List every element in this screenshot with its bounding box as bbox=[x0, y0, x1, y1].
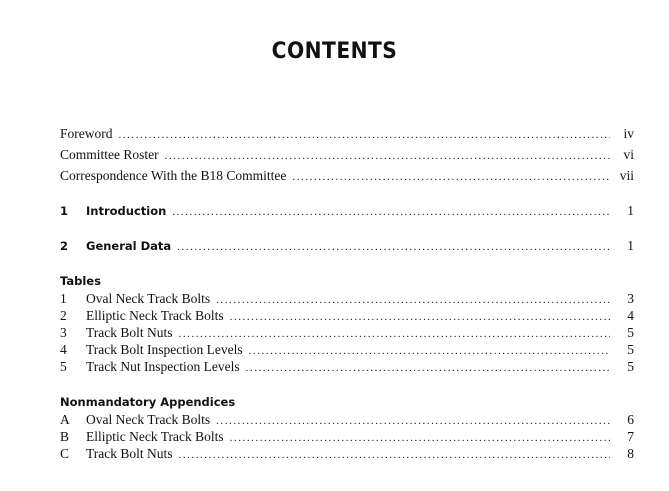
page-title: CONTENTS bbox=[271, 39, 398, 64]
toc-entry-committee-roster[interactable] bbox=[60, 146, 634, 164]
toc-table-3[interactable] bbox=[60, 324, 634, 342]
toc-entry-page: 5 bbox=[627, 359, 634, 374]
toc-entry-page: 4 bbox=[627, 308, 634, 323]
toc-entry-title: Elliptic Neck Track Bolts bbox=[86, 308, 224, 323]
tables-heading: Tables bbox=[60, 274, 101, 288]
leader-dots bbox=[177, 238, 610, 256]
toc-entry-number: C bbox=[60, 446, 70, 461]
toc-entry-number: 4 bbox=[60, 342, 67, 357]
toc-entry-page: iv bbox=[623, 126, 634, 141]
toc-section-introduction[interactable] bbox=[60, 202, 634, 220]
toc-entry-number: 3 bbox=[60, 325, 67, 340]
toc-entry-title: Track Nut Inspection Levels bbox=[86, 359, 240, 374]
toc-entry-title: Oval Neck Track Bolts bbox=[86, 412, 211, 427]
appendices-heading: Nonmandatory Appendices bbox=[60, 395, 236, 409]
toc-entry-foreword[interactable] bbox=[60, 125, 634, 143]
toc-entry-number: 5 bbox=[60, 359, 67, 374]
toc-entry-label bbox=[60, 428, 224, 446]
toc-entry-page: 7 bbox=[627, 429, 634, 444]
toc-entry-label: Correspondence With the B18 Committee bbox=[60, 168, 287, 183]
toc-entry-title: Elliptic Neck Track Bolts bbox=[86, 429, 224, 444]
toc-entry-page: 8 bbox=[627, 446, 634, 461]
toc-entry-title: Track Bolt Nuts bbox=[86, 325, 173, 340]
toc-entry-label bbox=[60, 202, 166, 220]
toc-appendix-c[interactable] bbox=[60, 445, 634, 463]
toc-entry-page: 3 bbox=[627, 291, 634, 306]
toc-entry-label bbox=[60, 358, 240, 376]
toc-entry-correspondence[interactable] bbox=[60, 167, 634, 185]
toc-entry-number: 2 bbox=[60, 308, 67, 323]
toc-entry-label bbox=[60, 237, 171, 255]
toc-entry-label: Foreword bbox=[60, 126, 113, 141]
toc-table-5[interactable] bbox=[60, 358, 634, 376]
leader-dots bbox=[119, 126, 611, 144]
toc-appendix-b[interactable] bbox=[60, 428, 634, 446]
leader-dots bbox=[292, 168, 610, 186]
toc-entry-label: Committee Roster bbox=[60, 147, 159, 162]
toc-entry-number: 2 bbox=[60, 239, 69, 253]
toc-entry-page: vi bbox=[623, 147, 634, 162]
toc-entry-number: 1 bbox=[60, 204, 69, 218]
toc-entry-title: Track Bolt Inspection Levels bbox=[86, 342, 243, 357]
toc-entry-label bbox=[60, 341, 243, 359]
leader-dots bbox=[246, 359, 610, 377]
leader-dots bbox=[179, 446, 610, 464]
toc-entry-page: vii bbox=[619, 168, 634, 183]
toc-entry-page: 1 bbox=[627, 238, 634, 253]
toc-table-2[interactable] bbox=[60, 307, 634, 325]
toc-entry-label bbox=[60, 307, 224, 325]
toc-table-1[interactable] bbox=[60, 290, 634, 308]
toc-entry-number: B bbox=[60, 429, 70, 444]
leader-dots bbox=[165, 147, 610, 165]
toc-entry-number: 1 bbox=[60, 291, 67, 306]
toc-entry-label bbox=[60, 324, 173, 342]
toc-entry-title: Oval Neck Track Bolts bbox=[86, 291, 211, 306]
toc-table-4[interactable] bbox=[60, 341, 634, 359]
leader-dots bbox=[172, 203, 610, 221]
toc-section-general-data[interactable] bbox=[60, 237, 634, 255]
toc-entry-page: 5 bbox=[627, 325, 634, 340]
toc-entry-label bbox=[60, 445, 173, 463]
toc-entry-page: 1 bbox=[627, 203, 634, 218]
toc-appendix-a[interactable] bbox=[60, 411, 634, 429]
toc-entry-page: 6 bbox=[627, 412, 634, 427]
toc-entry-title: Introduction bbox=[86, 204, 167, 218]
toc-entry-title: Track Bolt Nuts bbox=[86, 446, 173, 461]
toc-entry-page: 5 bbox=[627, 342, 634, 357]
toc-entry-title: General Data bbox=[86, 239, 172, 253]
toc-entry-label bbox=[60, 411, 210, 429]
toc-entry-number: A bbox=[60, 412, 70, 427]
toc-entry-label bbox=[60, 290, 210, 308]
